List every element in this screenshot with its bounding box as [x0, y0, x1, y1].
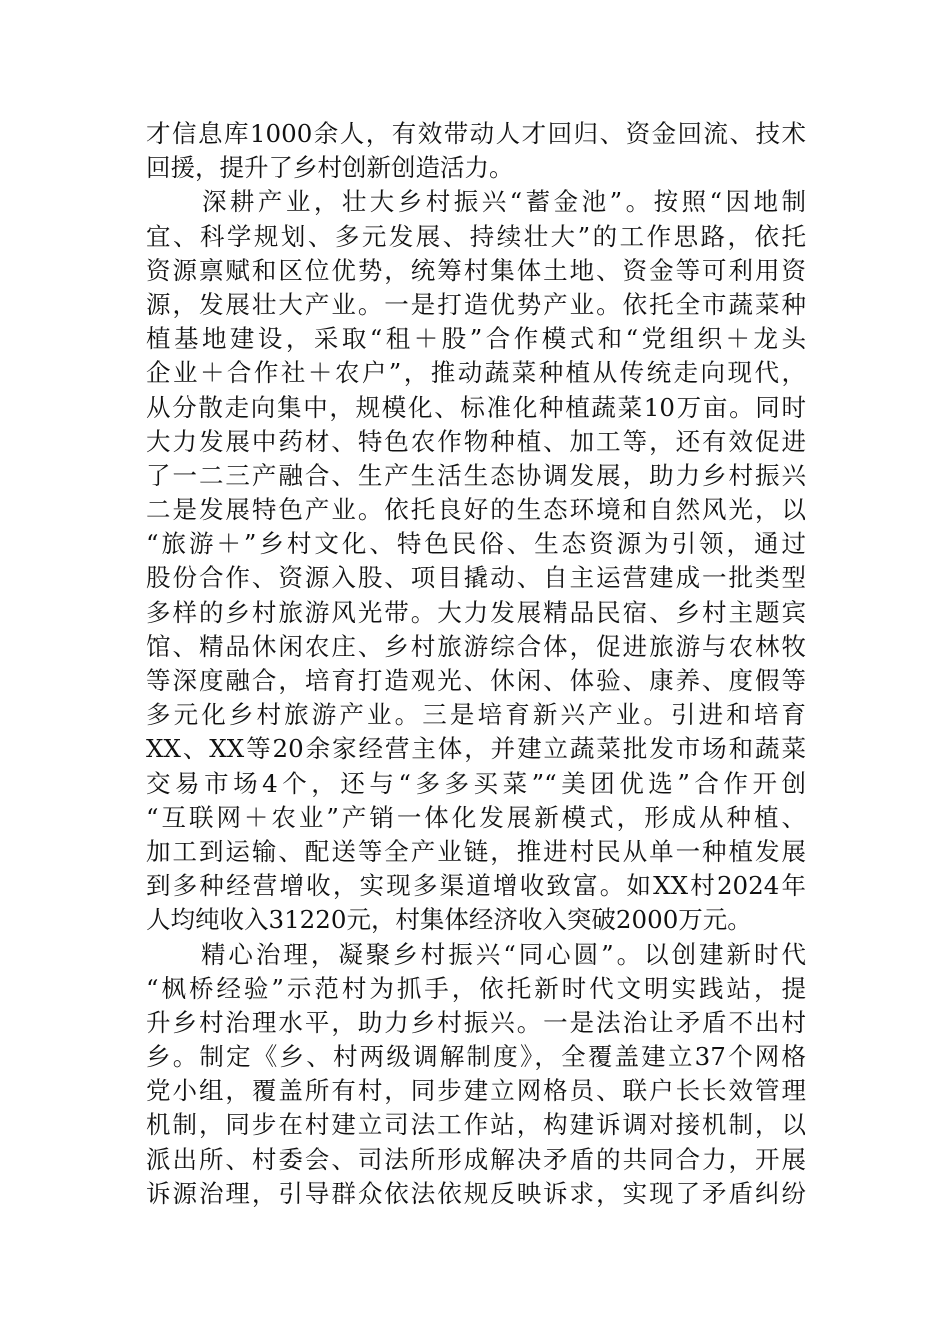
body-text	[146, 117, 806, 1211]
text-line: 加工到运输、配送等全产业链，推进村民从单一种植发展	[146, 836, 806, 866]
text-line: 才信息库1000余人，有效带动人才回归、资金回流、技术	[146, 119, 806, 148]
text-line: 了一二三产融合、生产生活生态协调发展，助力乡村振兴	[146, 460, 806, 490]
text-line: 机制，同步在村建立司法工作站，构建诉调对接机制，以	[146, 1110, 806, 1140]
text-line: 大力发展中药材、特色农作物种植、加工等，还有效促进	[146, 426, 806, 456]
text-line: “旅游＋”乡村文化、特色民俗、生态资源为引领，通过	[146, 529, 806, 559]
text-line: 馆、精品休闲农庄、乡村旅游综合体，促进旅游与农林牧	[146, 631, 806, 661]
text-line: 植基地建设，采取“租＋股”合作模式和“党组织＋龙头	[146, 324, 806, 354]
text-line: 源，发展壮大产业。一是打造优势产业。依托全市蔬菜种	[146, 289, 806, 319]
text-line: 多样的乡村旅游风光带。大力发展精品民宿、乡村主题宾	[146, 597, 806, 627]
text-line: 精心治理，凝聚乡村振兴“同心圆”。以创建新时代	[146, 939, 806, 969]
text-line: XX、XX等20余家经营主体，并建立蔬菜批发市场和蔬菜	[146, 734, 806, 764]
text-line: 股份合作、资源入股、项目撬动、自主运营建成一批类型	[146, 563, 806, 593]
text-line: 企业＋合作社＋农户”，推动蔬菜种植从传统走向现代，	[146, 358, 806, 388]
text-line: 二是发展特色产业。依托良好的生态环境和自然风光，以	[146, 495, 806, 525]
text-line: 诉源治理，引导群众依法依规反映诉求，实现了矛盾纠纷	[146, 1178, 806, 1208]
text-line: 等深度融合，培育打造观光、休闲、体验、康养、度假等	[146, 666, 806, 695]
text-line: 乡。制定《乡、村两级调解制度》，全覆盖建立37个网格	[146, 1042, 806, 1072]
text-line: 派出所、村委会、司法所形成解决矛盾的共同合力，开展	[146, 1144, 806, 1174]
text-line: 宜、科学规划、多元发展、持续壮大”的工作思路，依托	[146, 221, 806, 251]
text-line: “枫桥经验”示范村为抓手，依托新时代文明实践站，提	[146, 973, 806, 1003]
text-line: 党小组，覆盖所有村，同步建立网格员、联户长长效管理	[146, 1076, 806, 1106]
text-line: 多元化乡村旅游产业。三是培育新兴产业。引进和培育	[146, 700, 806, 730]
text-line: 回援，提升了乡村创新创造活力。	[146, 153, 514, 183]
text-line: 人均纯收入31220元，村集体经济收入突破2000万元。	[146, 905, 752, 935]
text-line: 到多种经营增收，实现多渠道增收致富。如XX村2024年	[146, 871, 806, 901]
text-line: “互联网＋农业”产销一体化发展新模式，形成从种植、	[146, 802, 806, 832]
text-line: 资源禀赋和区位优势，统筹村集体土地、资金等可利用资	[146, 255, 806, 285]
text-line: 深耕产业，壮大乡村振兴“蓄金池”。按照“因地制	[146, 187, 806, 217]
text-line: 升乡村治理水平，助力乡村振兴。一是法治让矛盾不出村	[146, 1007, 806, 1037]
text-line: 从分散走向集中，规模化、标准化种植蔬菜10万亩。同时	[146, 392, 806, 422]
text-line: 交易市场4个，还与“多多买菜”“美团优选”合作开创	[146, 768, 806, 798]
